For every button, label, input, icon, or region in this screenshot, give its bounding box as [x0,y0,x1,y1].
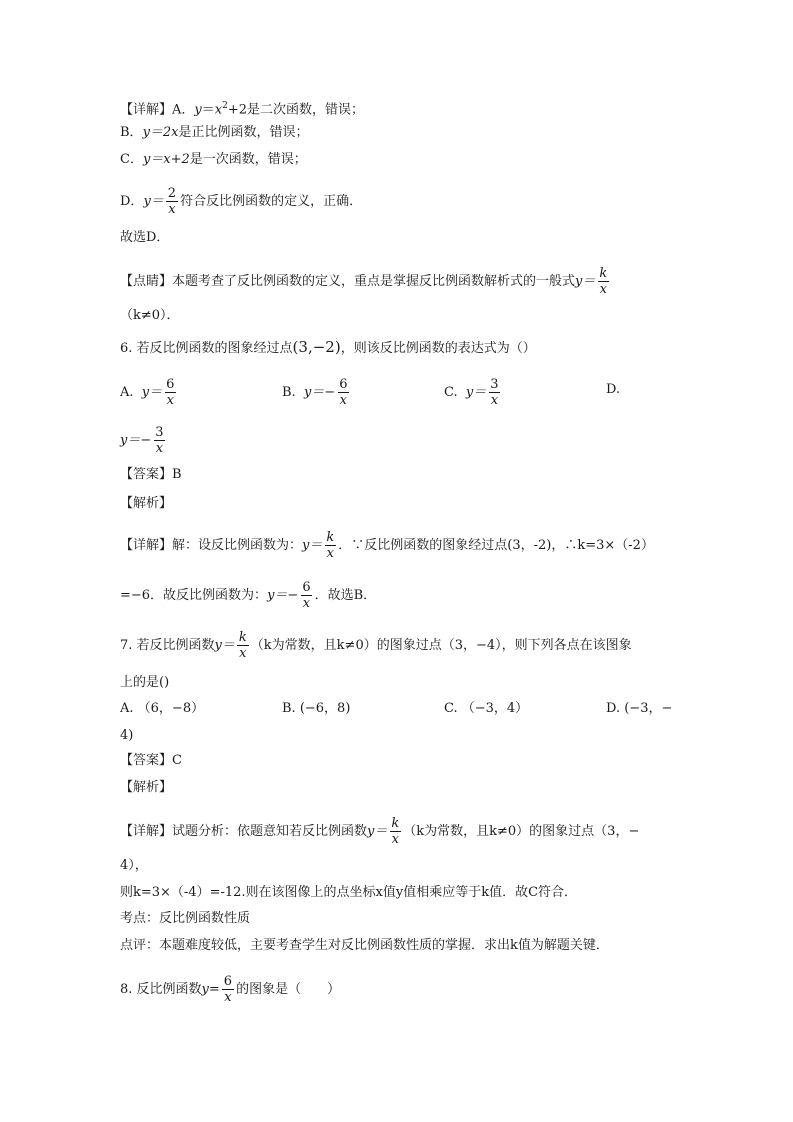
fraction [597,266,609,297]
q6-analysis: 【解析】 [120,496,173,511]
math-formula: y＝x+2 [142,152,190,167]
detail-text: ．故选B． [314,588,377,603]
q6-option-b [282,377,351,408]
q6-option-d [120,425,168,456]
denominator: x [239,646,247,661]
math-lhs: y＝ [367,824,388,839]
denominator: x [339,393,348,408]
math-formula: y＝2x [142,125,179,140]
denominator: x [168,202,176,217]
fraction [164,377,176,408]
math-lhs: y＝− [120,433,152,448]
q5-option-b-detail [120,124,309,142]
numerator: k [326,530,335,545]
q7-option-d-cont: 4) [120,728,134,743]
detail-text: （k为常数，且k≠0）的图象过点（3，− [403,824,640,839]
numerator: k [599,266,608,281]
option-label: D． [120,194,144,209]
math-lhs: y= [201,982,220,997]
q6-answer: 【答案】B [120,467,182,482]
option-label: B． [120,125,143,140]
q7-detail [120,816,639,847]
detail-text: 【详解】解：设反比例函数为： [120,538,303,553]
numerator: k [391,816,400,831]
math-var: x [214,102,223,118]
q7-answer: 【答案】C [120,753,182,768]
denominator: x [155,441,164,456]
detail-label: 【详解】A． [120,102,195,118]
denominator: x [166,393,174,408]
math-tail: +2 [227,102,248,118]
detail-text: 【详解】试题分析：依题意知若反比例函数 [120,824,368,839]
detail-text: 符合反比例函数的定义，正确． [180,194,363,209]
q5-option-d-detail [120,186,362,217]
option-label: C． [120,152,143,167]
math-lhs: y＝ [214,638,235,653]
detail-text: 是正比例函数，错误； [178,125,309,140]
numerator: 2 [167,186,177,201]
math-lhs: y＝− [303,385,336,400]
fraction [488,377,500,408]
denominator: x [599,282,607,297]
q6-detail-2 [120,580,376,611]
fraction [300,580,312,611]
detail-text: 是一次函数，错误； [189,152,307,167]
q6-stem [120,338,536,358]
math-var: y [194,102,202,118]
fraction [153,425,165,456]
q5-note-condition: （k≠0）． [120,308,180,323]
math-lhs: y＝ [302,538,323,553]
stem-text: 6. 若反比例函数的图象经过点 [120,341,293,356]
fraction [337,377,349,408]
numerator: k [238,630,247,645]
fraction [166,186,178,217]
numerator: 6 [223,974,233,989]
denominator: x [224,990,232,1005]
q7-stem-line2: 上的是() [120,675,170,690]
q7-detail-line3: 则k=3×（-4）=-12.则在该图像上的点坐标x值y值相乘应等于k值．故C符合． [120,885,578,900]
numerator: 3 [490,377,499,392]
fraction [389,816,401,847]
q7-option-b: B. (−6，8) [282,701,351,716]
q7-option-a: A. （6，−8） [120,701,205,716]
option-label: A. [120,385,134,400]
q5-note [120,266,611,297]
q6-detail [120,530,654,561]
q7-option-d: D. (−3，− [606,701,673,716]
fraction [324,530,336,561]
denominator: x [490,393,499,408]
stem-text: 的图象是（ ） [236,982,341,997]
denominator: x [391,832,399,847]
numerator: 6 [302,580,311,595]
denominator: x [302,596,311,611]
fraction [237,630,249,661]
numerator: 3 [155,425,164,440]
detail-text: 是二次函数，错误； [247,102,365,118]
q6-option-c [444,377,503,408]
numerator: 6 [166,377,175,392]
q7-detail-line2: 4）， [120,858,148,873]
denominator: x [326,546,334,561]
math-eq: ＝ [201,102,215,118]
q5-conclusion: 故选D． [120,230,170,245]
math-sup: 2 [222,101,228,111]
fraction [222,974,234,1005]
math-lhs: y＝− [267,588,299,603]
math-point: (3,−2) [292,338,341,356]
stem-text: ，则该反比例函数的表达式为（） [340,341,536,356]
option-label: C. [444,385,458,400]
detail-text: ．∵反比例函数的图象经过点(3，-2)，∴k=3×（-2） [338,538,654,553]
math-lhs: y＝ [141,385,163,400]
math-lhs: y＝ [465,385,487,400]
numerator: 6 [339,377,348,392]
q7-stem [120,630,632,661]
q6-option-d-label: D. [606,382,621,397]
math-lhs: y＝ [143,194,164,209]
detail-text: =−6．故反比例函数为： [120,588,268,603]
stem-text: 8. 反比例函数 [120,982,202,997]
q6-option-a [120,377,178,408]
note-text: 【点睛】本题考查了反比例函数的定义，重点是掌握反比例函数解析式的一般式 [120,274,576,289]
stem-text: （k为常数，且k≠0）的图象过点（3，−4），则下列各点在该图象 [250,638,632,653]
q5-option-c-detail [120,151,307,169]
stem-text: 7. 若反比例函数 [120,638,215,653]
q7-kaodian: 考点：反比例函数性质 [120,911,251,926]
q8-stem [120,974,340,1005]
option-label: B. [282,385,296,400]
q7-analysis: 【解析】 [120,780,173,795]
q7-option-c: C. （−3，4） [444,701,529,716]
math-lhs: y＝ [575,274,596,289]
q7-dianping: 点评：本题难度较低，主要考查学生对反比例函数性质的掌握．求出k值为解题关键． [120,938,609,953]
q5-option-a-detail [120,97,364,119]
